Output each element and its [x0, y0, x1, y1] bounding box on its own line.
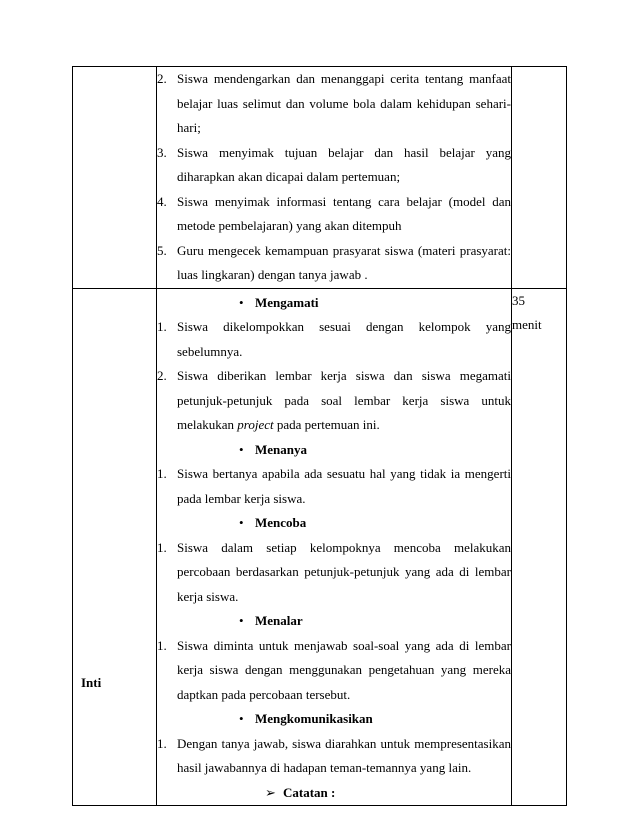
list-item [157, 536, 511, 610]
section-heading: • Mencoba [157, 511, 511, 536]
item-number: 1. [157, 637, 167, 653]
item-number: 2. [157, 71, 167, 86]
section-heading: • Menalar [157, 609, 511, 634]
item-text: Siswa dikelompokkan sesuai dengan kelompok yang sebelumnya. [177, 319, 511, 359]
list-item [157, 462, 511, 511]
list-item [157, 141, 511, 190]
note-heading: ➢ Catatan : [157, 781, 511, 806]
time-cell-empty [512, 67, 567, 289]
italic-term: project [237, 417, 274, 432]
item-number: 5. [157, 242, 167, 258]
item-text: Siswa dalam setiap kelompoknya mencoba melakukan percobaan berdasarkan petunjuk-petunjuk yang ada di lembar kerja siswa. [177, 539, 511, 604]
item-number: 1. [157, 735, 167, 751]
time-value: 35 [512, 292, 525, 308]
bullet-icon: • [239, 711, 244, 726]
activity-cell-inti [157, 288, 512, 806]
list-item [157, 190, 511, 239]
section-heading: • Mengkomunikasikan [157, 707, 511, 732]
time-unit: menit [512, 317, 542, 332]
item-number: 1. [157, 319, 167, 334]
arrow-bullet-icon: ➢ [265, 784, 276, 800]
item-number: 1. [157, 539, 167, 555]
list-item [157, 634, 511, 708]
list-item [157, 732, 511, 781]
item-number: 3. [157, 144, 167, 160]
bullet-icon: • [239, 515, 244, 530]
bullet-icon: • [239, 294, 244, 310]
item-text: Siswa menyimak tujuan belajar dan hasil belajar yang diharapkan akan dicapai dalam pertemuan; [177, 144, 511, 184]
list-item [157, 364, 511, 438]
time-cell [512, 288, 567, 806]
list-item [157, 315, 511, 364]
item-text: Siswa menyimak informasi tentang cara belajar (model dan metode pembelajaran) yang akan ditempuh [177, 193, 511, 233]
item-text: Siswa diberikan lembar kerja siswa dan siswa megamati petunjuk-petunjuk pada soal lembar kerja siswa untuk melakukan project pada pertemuan ini. [177, 368, 511, 432]
list-item [157, 67, 511, 141]
stage-cell-empty [73, 67, 157, 289]
section-heading: • Mengamati [157, 291, 511, 316]
item-number: 4. [157, 193, 167, 209]
list-item [157, 239, 511, 288]
table-row-inti [73, 288, 567, 806]
activity-cell-opening [157, 67, 512, 289]
table-row-opening [73, 67, 567, 289]
item-text: Siswa mendengarkan dan menanggapi cerita tentang manfaat belajar luas selimut dan volume bola dalam kehidupan sehari-hari; [177, 71, 511, 135]
stage-cell [73, 288, 157, 806]
item-text: Guru mengecek kemampuan prasyarat siswa (materi prasyarat: luas lingkaran) dengan tanya jawab . [177, 242, 511, 282]
lesson-plan-table [72, 66, 567, 806]
item-number: 2. [157, 368, 167, 383]
bullet-icon: • [239, 613, 244, 628]
bullet-icon: • [239, 441, 244, 457]
item-text: Dengan tanya jawab, siswa diarahkan untuk mempresentasikan hasil jawabannya di hadapan teman-temannya yang lain. [177, 735, 511, 775]
stage-label: Inti [81, 674, 102, 690]
item-number: 1. [157, 466, 167, 481]
item-text: Siswa bertanya apabila ada sesuatu hal yang tidak ia mengerti pada lembar kerja siswa. [177, 466, 511, 506]
section-heading: • Menanya [157, 438, 511, 463]
item-text: Siswa diminta untuk menjawab soal-soal yang ada di lembar kerja siswa dengan menggunakan pengetahuan yang mereka daptkan pada percobaan tersebut. [177, 637, 511, 702]
